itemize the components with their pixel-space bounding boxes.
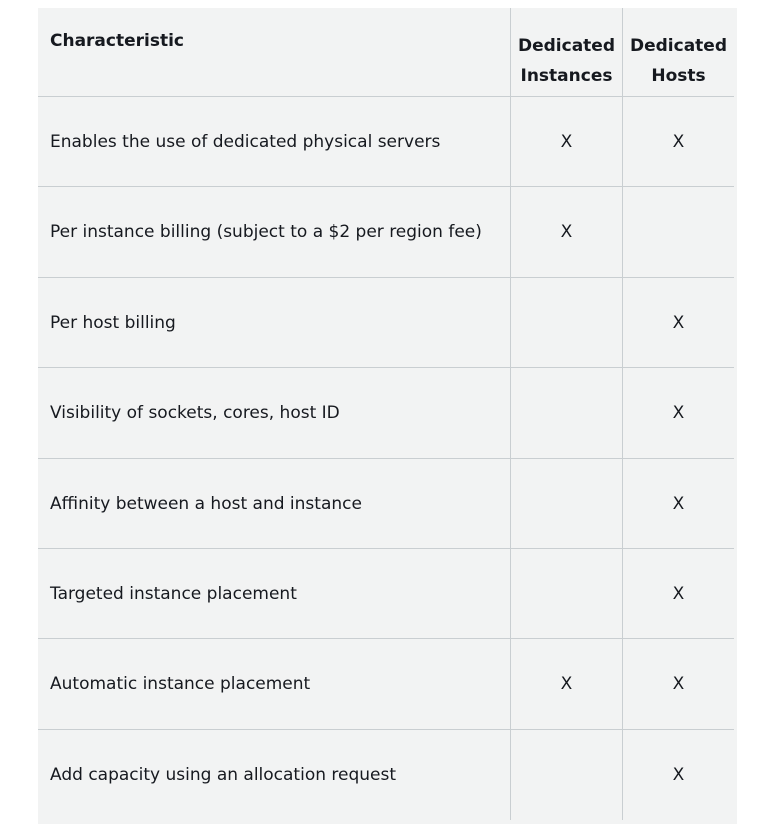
row-characteristic (38, 459, 510, 548)
table-row (38, 97, 734, 187)
row-characteristic (38, 187, 510, 277)
header-characteristic-label: Characteristic (50, 31, 184, 51)
table-row (38, 368, 734, 459)
row-dedicated-hosts (622, 187, 734, 277)
row-characteristic-text: Per instance billing (subject to a $2 per region fee) (50, 222, 482, 242)
table-row (38, 549, 734, 639)
table-row (38, 278, 734, 368)
row-dedicated-instances (510, 97, 622, 186)
dedicated-hosts-mark: X (672, 765, 685, 785)
comparison-table (38, 8, 737, 824)
dedicated-hosts-mark: X (672, 674, 685, 694)
row-dedicated-instances (510, 549, 622, 638)
row-characteristic (38, 278, 510, 367)
dedicated-instances-mark: X (560, 131, 573, 152)
dedicated-instances-mark: X (560, 222, 573, 242)
row-characteristic-text: Per host billing (50, 312, 176, 333)
dedicated-hosts-mark: X (672, 403, 685, 423)
row-characteristic-text: Affinity between a host and instance (50, 493, 362, 514)
row-characteristic (38, 368, 510, 458)
header-dedicated-hosts-line2: Hosts (651, 66, 706, 86)
table-header-row (38, 8, 734, 97)
row-dedicated-instances (510, 278, 622, 367)
row-characteristic-text: Enables the use of dedicated physical servers (50, 131, 441, 152)
row-dedicated-hosts (622, 459, 734, 548)
row-dedicated-instances (510, 730, 622, 820)
row-dedicated-instances (510, 639, 622, 729)
header-dedicated-instances (510, 8, 622, 96)
table-row (38, 187, 734, 278)
row-characteristic-text: Visibility of sockets, cores, host ID (50, 403, 340, 423)
header-dedicated-instances-line1: Dedicated (517, 36, 615, 56)
row-characteristic (38, 97, 510, 186)
dedicated-hosts-mark: X (672, 493, 685, 514)
row-characteristic-text: Add capacity using an allocation request (50, 765, 397, 785)
header-characteristic (38, 8, 510, 96)
row-characteristic (38, 549, 510, 638)
row-dedicated-hosts (622, 97, 734, 186)
dedicated-hosts-mark: X (672, 583, 685, 604)
row-dedicated-hosts (622, 730, 734, 820)
header-dedicated-hosts (622, 8, 734, 96)
table-row (38, 459, 734, 549)
row-dedicated-hosts (622, 549, 734, 638)
row-dedicated-instances (510, 368, 622, 458)
row-characteristic-text: Automatic instance placement (50, 674, 311, 694)
header-dedicated-instances-line2: Instances (520, 66, 613, 86)
row-characteristic-text: Targeted instance placement (50, 583, 297, 604)
row-dedicated-hosts (622, 278, 734, 367)
row-characteristic (38, 639, 510, 729)
row-dedicated-hosts (622, 368, 734, 458)
table-row (38, 730, 734, 820)
row-dedicated-instances (510, 459, 622, 548)
dedicated-hosts-mark: X (672, 131, 685, 152)
row-characteristic (38, 730, 510, 820)
table-row (38, 639, 734, 730)
dedicated-hosts-mark: X (672, 312, 685, 333)
header-dedicated-hosts-line1: Dedicated (629, 36, 727, 56)
row-dedicated-instances (510, 187, 622, 277)
dedicated-instances-mark: X (560, 674, 573, 694)
row-dedicated-hosts (622, 639, 734, 729)
